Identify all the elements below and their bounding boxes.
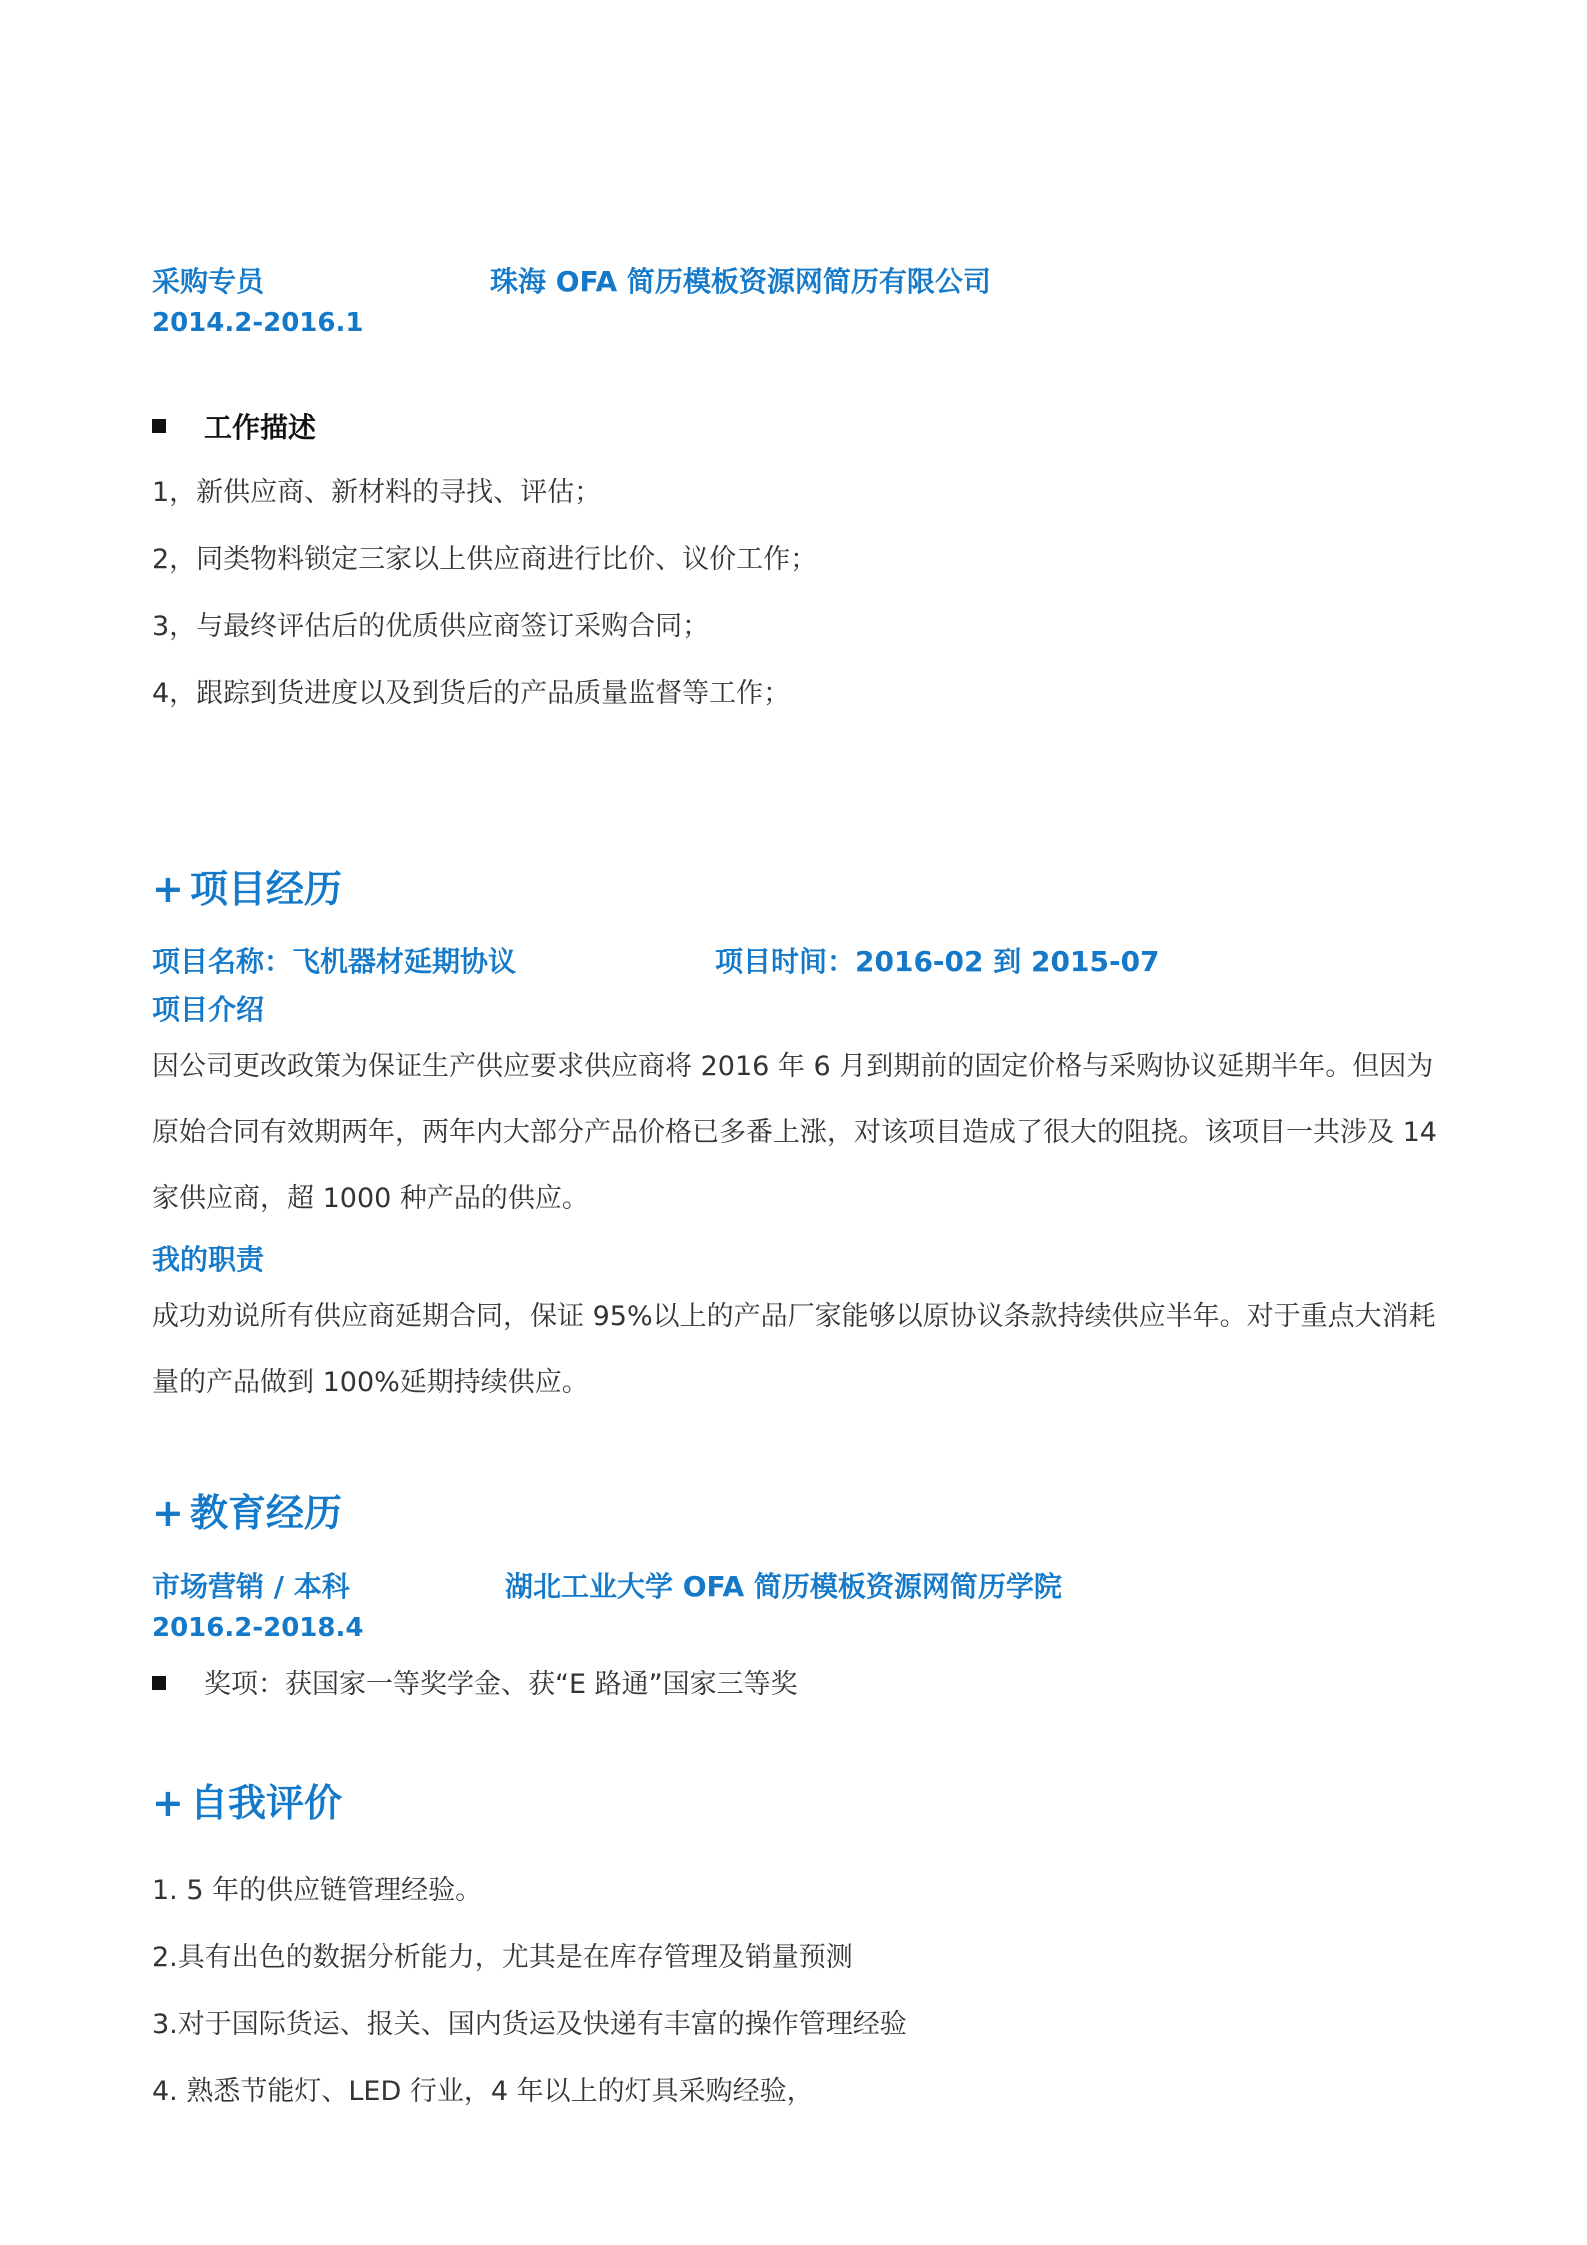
work-desc-title: 工作描述	[204, 411, 317, 444]
work-desc-heading	[152, 406, 316, 446]
education-section-title: 教育经历	[190, 1491, 343, 1535]
self-section-heading	[152, 1772, 342, 1827]
work-position: 采购专员	[152, 265, 265, 298]
education-award-row	[152, 1662, 798, 1701]
education-section-heading	[152, 1482, 342, 1537]
self-section-title: 自我评价	[190, 1781, 343, 1825]
project-section-title: 项目经历	[190, 867, 343, 911]
project-section-heading	[152, 858, 342, 913]
education-school: 湖北工业大学 OFA 简历模板资源网简历学院	[505, 1570, 1062, 1603]
work-item-2: 2，同类物料锁定三家以上供应商进行比价、议价工作；	[152, 544, 818, 575]
square-bullet-icon	[152, 419, 166, 433]
project-intro-text: 因公司更改政策为保证生产供应要求供应商将 2016 年 6 月到期前的固定价格与采购协议延期半年。但因为原始合同有效期两年，两年内大部分产品价格已多番上涨，对该项目造成了很大的阻挠。该项目一共涉及 14 家供应商，超 1000 种产品的供应。	[152, 1051, 1437, 1214]
project-duty-text: 成功劝说所有供应商延期合同，保证 95%以上的产品厂家能够以原协议条款持续供应半年。对于重点大消耗量的产品做到 100%延期持续供应。	[152, 1301, 1436, 1398]
self-item-3: 3.对于国际货运、报关、国内货运及快递有丰富的操作管理经验	[152, 2009, 907, 2040]
project-intro-label: 项目介绍	[152, 993, 265, 1026]
self-item-4: 4. 熟悉节能灯、LED 行业，4 年以上的灯具采购经验，	[152, 2076, 814, 2107]
education-period: 2016.2-2018.4	[152, 1613, 364, 1643]
work-item-3: 3，与最终评估后的优质供应商签订采购合同；	[152, 611, 710, 642]
self-item-1: 1. 5 年的供应链管理经验。	[152, 1875, 483, 1906]
education-major: 市场营销 / 本科	[152, 1570, 350, 1603]
project-duty-label: 我的职责	[152, 1243, 265, 1276]
work-item-4: 4，跟踪到货进度以及到货后的产品质量监督等工作；	[152, 678, 791, 709]
project-name: 项目名称：飞机器材延期协议	[152, 945, 517, 978]
work-period: 2014.2-2016.1	[152, 308, 364, 338]
education-award: 奖项：获国家一等奖学金、获“E 路通”国家三等奖	[204, 1669, 798, 1700]
project-time: 项目时间：2016-02 到 2015-07	[715, 945, 1160, 978]
work-item-1: 1，新供应商、新材料的寻找、评估；	[152, 477, 602, 508]
self-item-2: 2.具有出色的数据分析能力，尤其是在库存管理及销量预测	[152, 1942, 853, 1973]
work-company: 珠海 OFA 简历模板资源网简历有限公司	[490, 265, 991, 298]
plus-icon: +	[152, 867, 184, 911]
square-bullet-icon	[152, 1676, 166, 1690]
plus-icon: +	[152, 1781, 184, 1825]
plus-icon: +	[152, 1491, 184, 1535]
